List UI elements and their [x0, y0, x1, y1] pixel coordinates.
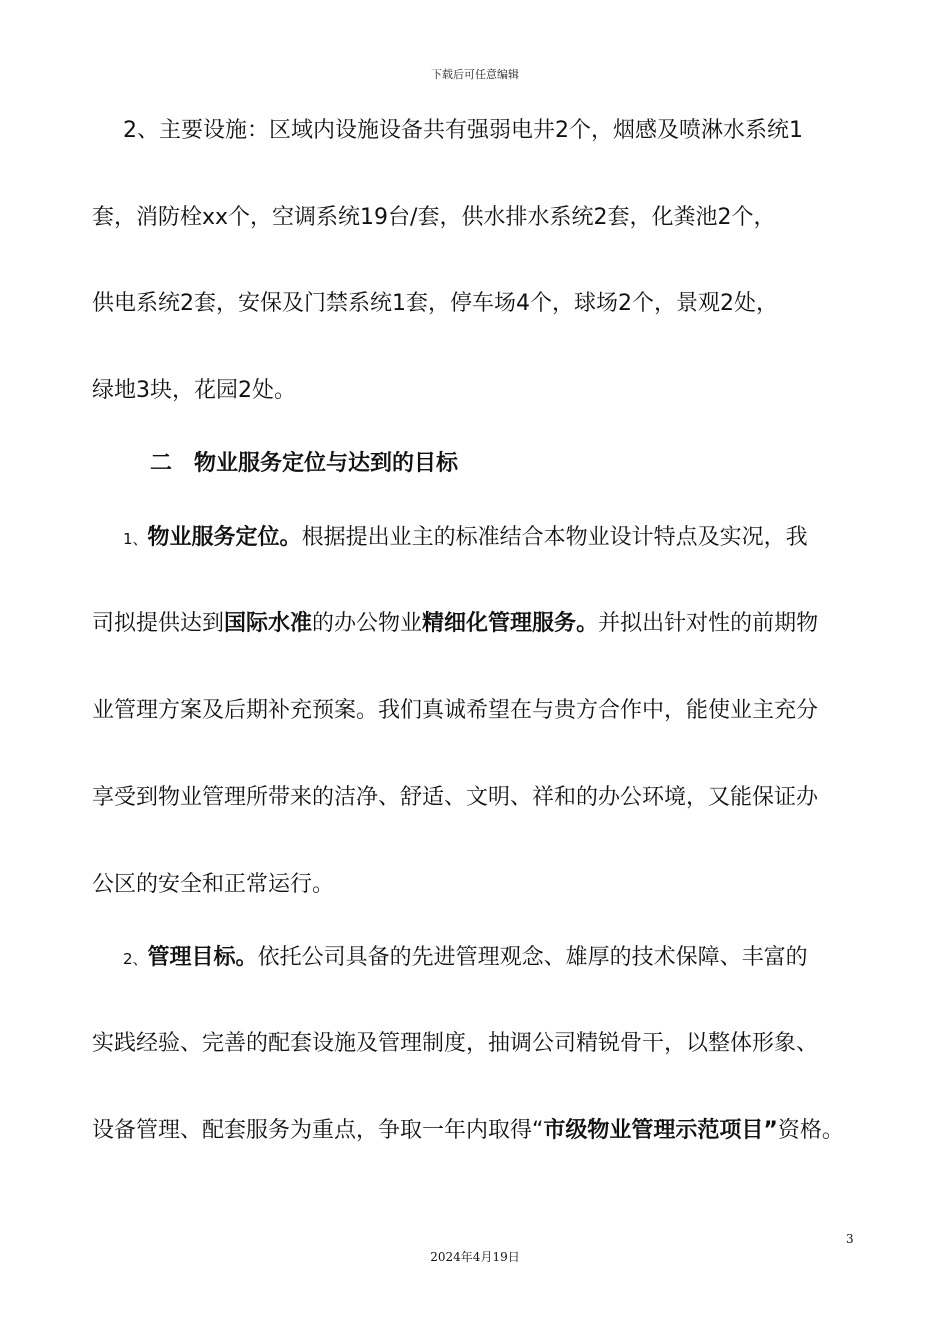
para1-line1: 2、主要设施：区域内设施设备共有强弱电井2个，烟感及喷淋水系统1	[123, 118, 803, 143]
section-title: 物业服务定位与达到的目标	[194, 451, 459, 476]
page-number: 3	[846, 1232, 854, 1246]
item2-number: 2、	[123, 950, 148, 968]
item2-line3-a: 设备管理、配套服务为重点，争取一年内取得“	[92, 1118, 544, 1143]
item1-bold-refined-service: 精细化管理服务	[422, 611, 577, 636]
item1-line1-text: 根据提出业主的标准结合本物业设计特点及实况，我	[301, 525, 808, 550]
para1-line4: 绿地3块，花园2处。	[92, 378, 296, 403]
item1-line2-a: 司拟提供达到	[92, 611, 225, 636]
item1-line3: 业管理方案及后期补充预案。我们真诚希望在与贵方合作中，能使业主充分	[92, 698, 819, 723]
item1-bold-intl-standard: 国际水准	[224, 611, 313, 636]
para1-line3: 供电系统2套，安保及门禁系统1套，停车场4个，球场2个，景观2处，	[92, 291, 778, 316]
item1-line4: 享受到物业管理所带来的洁净、舒适、文明、祥和的办公环境，又能保证办	[92, 785, 819, 810]
item1-title: 物业服务定位。	[147, 525, 302, 550]
item2-line1-text: 依托公司具备的先进管理观念、雄厚的技术保障、丰富的	[257, 945, 808, 970]
page-header: 下载后可任意编辑	[431, 68, 519, 81]
item2-bold-demo-project: 市级物业管理示范项目”	[543, 1118, 778, 1143]
item2-line3-b: 资格。	[777, 1118, 844, 1143]
item1-bold-period: 。	[576, 611, 599, 636]
section-number: 二	[150, 451, 173, 476]
item1-line2	[92, 610, 818, 638]
item1-line2-c: 并拟出针对性的前期物	[598, 611, 819, 636]
item2-title: 管理目标。	[147, 945, 258, 970]
item2-line3	[92, 1117, 844, 1145]
section-heading	[150, 450, 458, 478]
item1-line2-b: 的办公物业	[312, 611, 423, 636]
item1-line5: 公区的安全和正常运行。	[92, 872, 335, 897]
item2-line1	[123, 944, 808, 973]
item2-line2: 实践经验、完善的配套设施及管理制度，抽调公司精锐骨干，以整体形象、	[92, 1031, 819, 1056]
item1-number: 1、	[123, 530, 148, 548]
item1-line1	[123, 524, 808, 553]
footer-date: 2024年4月19日	[430, 1250, 520, 1264]
para1-line2: 套，消防栓xx个，空调系统19台/套，供水排水系统2套，化粪池2个，	[92, 205, 776, 230]
